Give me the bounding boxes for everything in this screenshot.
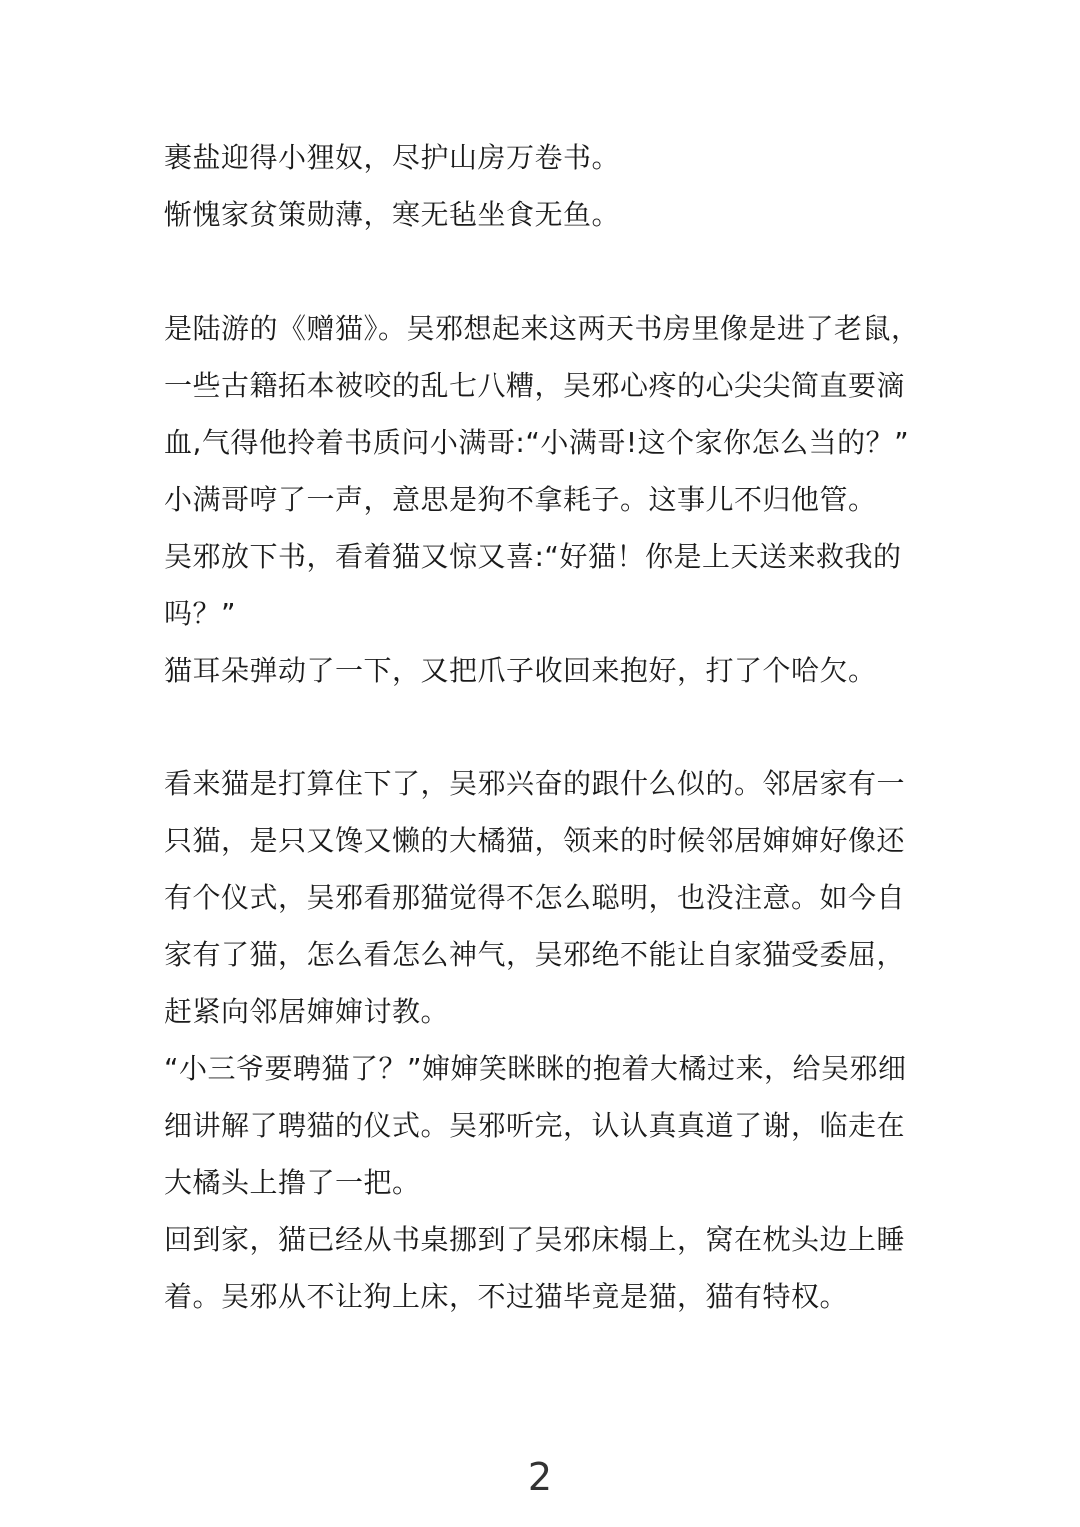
paragraph-line: 一些古籍拓本被咬的乱七八糟，吴邪心疼的心尖尖简直要滴 <box>164 369 906 402</box>
paragraph-line: 有个仪式，吴邪看那猫觉得不怎么聪明，也没注意。如今自 <box>164 881 906 914</box>
poem-line: 裹盐迎得小狸奴，尽护山房万卷书。 <box>164 141 621 174</box>
paragraph-line: 吴邪放下书，看着猫又惊又喜:“好猫！你是上天送来救我的 <box>164 540 902 573</box>
poem-line: 惭愧家贫策勋薄，寒无毡坐食无鱼。 <box>164 198 621 231</box>
paragraph-line: 家有了猫，怎么看怎么神气，吴邪绝不能让自家猫受委屈， <box>164 938 906 971</box>
paragraph-line: 吗？” <box>164 597 237 630</box>
page-number: 2 <box>527 1455 553 1499</box>
paragraph-line: 血,气得他拎着书质问小满哥:“小满哥!这个家你怎么当的？” <box>164 426 910 459</box>
paragraph-line: 着。吴邪从不让狗上床，不过猫毕竟是猫，猫有特权。 <box>164 1280 849 1313</box>
paragraph-line: 猫耳朵弹动了一下，又把爪子收回来抱好，打了个哈欠。 <box>164 654 877 687</box>
paragraph-line: 细讲解了聘猫的仪式。吴邪听完，认认真真道了谢，临走在 <box>164 1109 906 1142</box>
paragraph-line: 小满哥哼了一声，意思是狗不拿耗子。这事儿不归他管。 <box>164 483 877 516</box>
paragraph-line: 是陆游的《赠猫》。吴邪想起来这两天书房里像是进了老鼠， <box>164 312 920 345</box>
paragraph-line: 看来猫是打算住下了，吴邪兴奋的跟什么似的。邻居家有一 <box>164 767 906 800</box>
paragraph-line: 大橘头上撸了一把。 <box>164 1166 421 1199</box>
paragraph-line: “小三爷要聘猫了？”婶婶笑眯眯的抱着大橘过来，给吴邪细 <box>164 1052 907 1085</box>
paragraph-line: 只猫，是只又馋又懒的大橘猫，领来的时候邻居婶婶好像还 <box>164 824 906 857</box>
paragraph-line: 回到家，猫已经从书桌挪到了吴邪床榻上，窝在枕头边上睡 <box>164 1223 906 1256</box>
paragraph-line: 赶紧向邻居婶婶讨教。 <box>164 995 450 1028</box>
